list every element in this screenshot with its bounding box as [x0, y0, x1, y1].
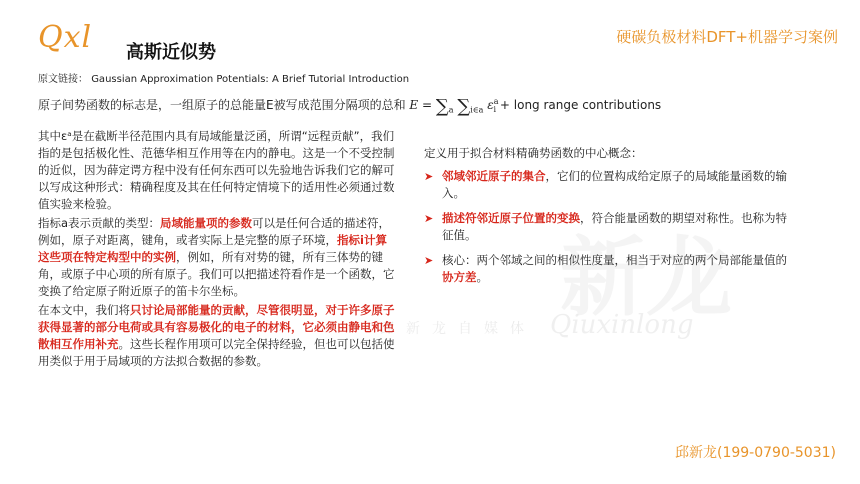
left-column — [38, 128, 396, 372]
bullet-2-highlight: 描述符邻近原子位置的变换 — [442, 211, 580, 225]
contact-footer: 邱新龙(199-0790-5031) — [674, 445, 836, 461]
watermark-small: 邱新龙自媒体 — [380, 321, 536, 337]
right-column — [424, 145, 796, 294]
concepts-lead: 定义用于拟合材料精确势函数的中心概念： — [424, 146, 643, 160]
paragraph-2 — [38, 215, 396, 300]
sum-symbol-2: ∑ — [457, 96, 471, 117]
intro-text: 原子间势函数的标志是，一组原子的总能量E被写成范围分隔项的总和 — [38, 98, 406, 112]
sum-index-a: a — [448, 105, 454, 115]
source-title: Gaussian Approximation Potentials: A Brief Tutorial Introduction — [91, 74, 410, 85]
intro-line — [38, 96, 661, 117]
bullet-3-tail: 。 — [476, 270, 488, 284]
p3-text-b: 。这些长程作用项可以完全保持经验，但也可以包括使用类似于用于局域项的方法拟合数据的参数。 — [38, 337, 395, 368]
p2-highlight-1: 局域能量项的参数 — [160, 216, 253, 230]
list-item — [424, 252, 796, 286]
concept-list — [424, 168, 796, 286]
page-title: 高斯近似势 — [126, 42, 216, 63]
formula-lhs: E = — [409, 98, 436, 112]
watermark-latin: Qiuxinlong — [550, 310, 694, 340]
arrow-bullet-icon: ➤ — [424, 212, 434, 225]
p3-text-a: 在本文中，我们将 — [38, 303, 130, 317]
p2-text-c: ，例如，所有对势的键，所有三体势的键角，或原子中心项的所有原子。我们可以把描述符看作是一个函数，它变换了给定原子附近原子的笛卡尔坐标。 — [38, 250, 395, 298]
arrow-bullet-icon: ➤ — [424, 254, 434, 267]
epsilon-sup: a — [493, 97, 499, 106]
list-item — [424, 168, 796, 202]
sum-index-i: i∈a — [470, 105, 484, 115]
bullet-2-text: ，符合能量函数的期望对称性。也称为特征值。 — [442, 211, 787, 242]
bullet-1-text: ，它们的位置构成给定原子的局域能量函数的输入。 — [442, 169, 787, 200]
p2-text-b: 可以是任何合适的描述符，例如，原子对距离，键角，或者实际上是完整的原子环境， — [38, 216, 391, 247]
bullet-3-text: 核心：两个邻域之间的相似性度量，相当于对应的两个局部能量值的 — [442, 253, 787, 267]
source-link[interactable] — [38, 70, 409, 85]
p2-highlight-2: 指标i计算这些项在特定构型中的实例 — [38, 233, 387, 264]
brand-title: 硬碳负极材料DFT+机器学习案例 — [616, 28, 838, 46]
list-item — [424, 210, 796, 244]
paragraph-1: 其中εᵃ是在截断半径范围内具有局域能量泛函，所谓“远程贡献”，我们指的是包括极化性、范德华相互作用等在内的静电。这是一个不受控制的近似，因为薛定谔方程中没有任何东西可以先验地告诉我们它的解可以写成这种形式：精确程度及其在任何特定情境下的适用性必须通过数值实验来检验。 — [38, 129, 395, 211]
bullet-3-highlight: 协方差 — [442, 270, 477, 284]
source-label: 原文链接： — [38, 74, 88, 85]
arrow-bullet-icon: ➤ — [424, 170, 434, 183]
epsilon-term: ε — [487, 98, 494, 112]
p3-highlight: 只讨论局部能量的贡献，尽管很明显，对于许多原子获得显著的部分电荷或具有容易极化的电子的材料，它必须由静电和色散相互作用补充 — [38, 303, 395, 351]
paragraph-3 — [38, 302, 396, 370]
sum-symbol: ∑ — [435, 96, 449, 117]
logo: Qxl — [38, 20, 93, 55]
energy-formula — [409, 96, 662, 117]
formula-tail: + long range contributions — [499, 98, 662, 112]
epsilon-sub: i — [493, 105, 497, 115]
p2-text-a: 指标a表示贡献的类型： — [38, 216, 161, 230]
bullet-1-highlight: 邻域邻近原子的集合 — [442, 169, 546, 183]
